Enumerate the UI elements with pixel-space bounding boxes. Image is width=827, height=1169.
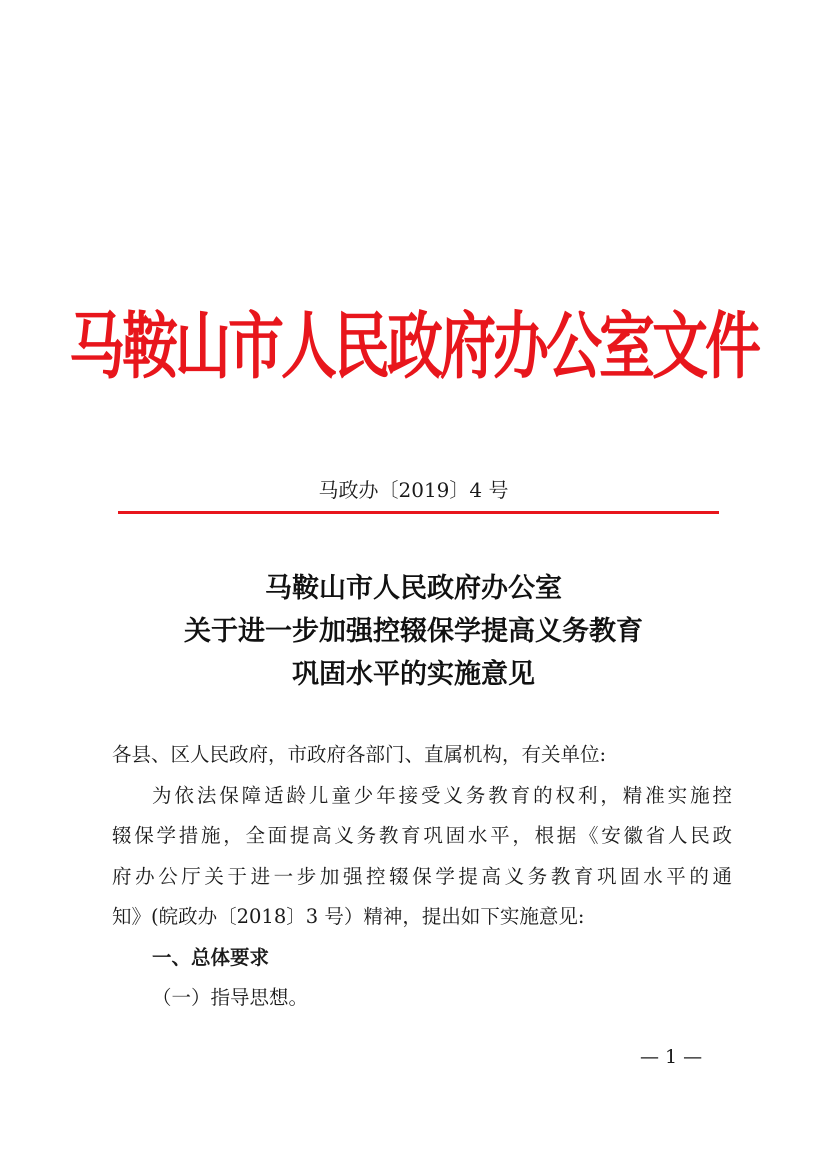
- paragraph-line: 为依法保障适龄儿童少年接受义务教育的权利，精准实施控: [152, 783, 732, 807]
- document-masthead: 马鞍山市人民政府办公室文件: [69, 304, 758, 390]
- title-line-1: 马鞍山市人民政府办公室: [265, 573, 562, 604]
- title-line-3: 巩固水平的实施意见: [292, 659, 535, 690]
- addressee-line: 各县、区人民政府，市政府各部门、直属机构，有关单位:: [112, 743, 607, 766]
- paragraph-line: 知》(皖政办〔2018〕3 号）精神，提出如下实施意见:: [112, 905, 585, 928]
- paragraph-line: 辍保学措施，全面提高义务教育巩固水平，根据《安徽省人民政: [112, 824, 732, 847]
- subsection-heading: （一）指导思想。: [152, 986, 309, 1009]
- page-number: — 1 —: [640, 1046, 703, 1068]
- section-heading: 一、总体要求: [152, 945, 270, 969]
- document-title: [0, 567, 827, 696]
- document-body: [112, 735, 732, 1019]
- paragraph-line: 府办公厅关于进一步加强控辍保学提高义务教育巩固水平的通: [112, 864, 732, 888]
- title-line-2: 关于进一步加强控辍保学提高义务教育: [184, 616, 643, 647]
- document-number: 马政办〔2019〕4 号: [318, 478, 509, 502]
- red-separator-line: [118, 511, 719, 514]
